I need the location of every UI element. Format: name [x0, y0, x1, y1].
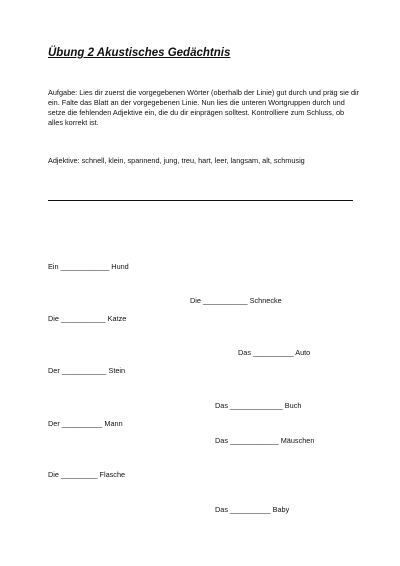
item-hund: Ein ____________ Hund — [48, 262, 129, 271]
item-buch: Das _____________ Buch — [215, 401, 302, 410]
fold-line — [48, 200, 353, 201]
item-schnecke: Die ___________ Schnecke — [190, 296, 282, 305]
item-stein: Der ___________ Stein — [48, 366, 126, 375]
adjectives-list: Adjektive: schnell, klein, spannend, jung, treu, hart, leer, langsam, alt, schmusig — [48, 156, 305, 165]
item-katze: Die ___________ Katze — [48, 314, 127, 323]
worksheet-title: Übung 2 Akustisches Gedächtnis — [48, 47, 231, 59]
item-baby: Das __________ Baby — [215, 505, 290, 514]
item-maeuschen: Das ____________ Mäuschen — [215, 436, 315, 445]
item-flasche: Die _________ Flasche — [48, 470, 126, 479]
task-instructions: Aufgabe: Lies dir zuerst die vorgegebenen Wörter (oberhalb der Linie) gut durch und präg sie dir ein. Falte das Blatt an der vorgegebenen Linie. Nun lies die unteren Wortgruppen durch und setze die fehlenden Adjektive ein, die du dir einprägen solltest. Kontrolliere zum Schluss, ob alles korrekt ist. — [48, 88, 360, 127]
item-mann: Der __________ Mann — [48, 419, 123, 428]
item-auto: Das __________ Auto — [238, 348, 311, 357]
